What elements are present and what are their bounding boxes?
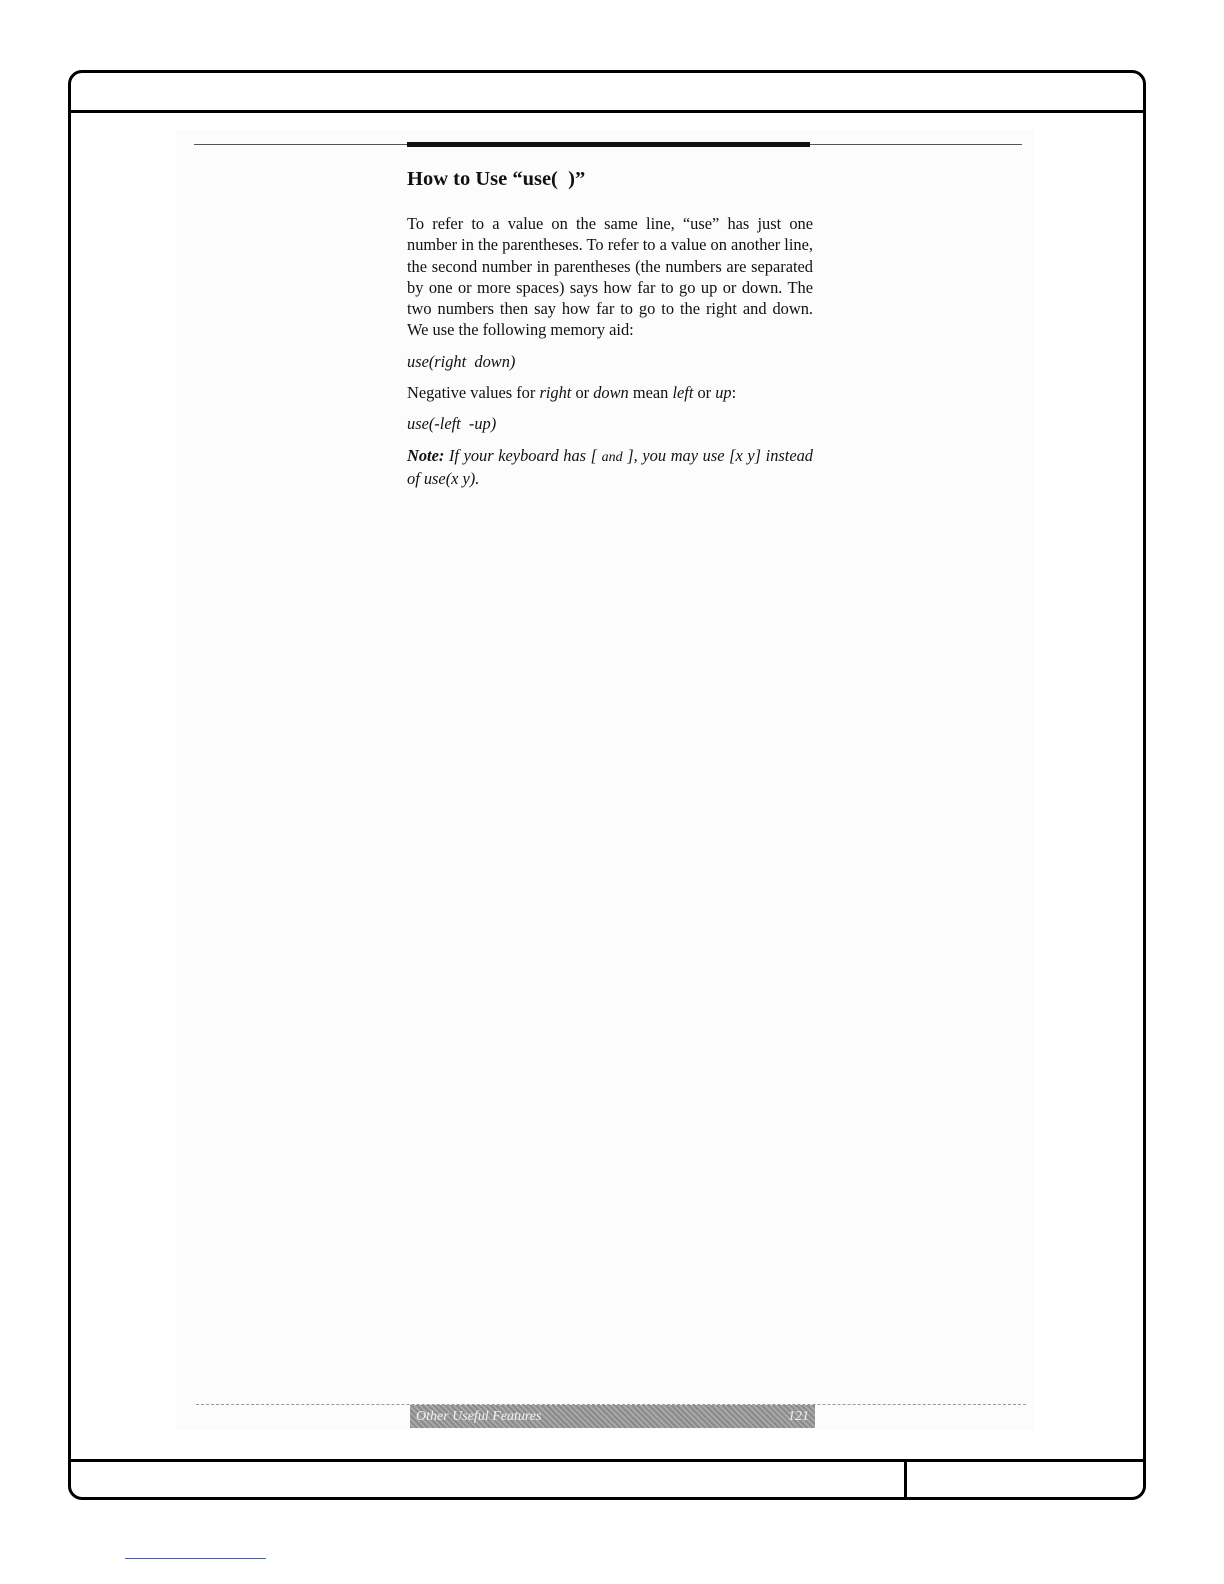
top-rule-accent	[407, 142, 810, 147]
negative-values-line	[407, 382, 813, 403]
note-and: and	[601, 449, 623, 465]
negative-suffix: :	[731, 383, 737, 403]
page-number: 121	[788, 1408, 809, 1424]
keyboard-note	[407, 445, 813, 490]
connector-mean: mean	[628, 383, 673, 403]
term-left: left	[672, 383, 694, 403]
note-text-2: ], you may use [x y] instead of use(x y).	[407, 445, 814, 488]
page-content	[407, 168, 813, 489]
page-title: How to Use “use( )”	[407, 168, 586, 190]
memory-aid-formula: use(right down)	[407, 351, 516, 371]
frame-footer-rule	[71, 1459, 1143, 1462]
connector-or: or	[571, 383, 594, 403]
footer-section-title: Other Useful Features	[416, 1408, 542, 1424]
frame-footer-divider	[904, 1462, 907, 1497]
running-footer	[410, 1405, 815, 1428]
term-right: right	[539, 383, 572, 403]
term-down: down	[593, 383, 629, 403]
connector-or-2: or	[693, 383, 716, 403]
note-text-1: If your keyboard has [	[444, 445, 602, 465]
frame-header-rule	[71, 110, 1143, 113]
negative-prefix: Negative values for	[407, 383, 540, 403]
term-up: up	[715, 383, 732, 403]
note-label: Note:	[407, 445, 445, 465]
negative-formula: use(-left -up)	[407, 414, 497, 434]
underline-link-stub[interactable]	[125, 1558, 266, 1559]
explanation-paragraph: To refer to a value on the same line, “use” has just one number in the parentheses. To refer to a value on another line, the second number in parentheses (the numbers are separated by one or more spaces) says how far to go up or down. The two numbers then say how far to go to the right and down. We use the following memory aid:	[407, 214, 813, 340]
